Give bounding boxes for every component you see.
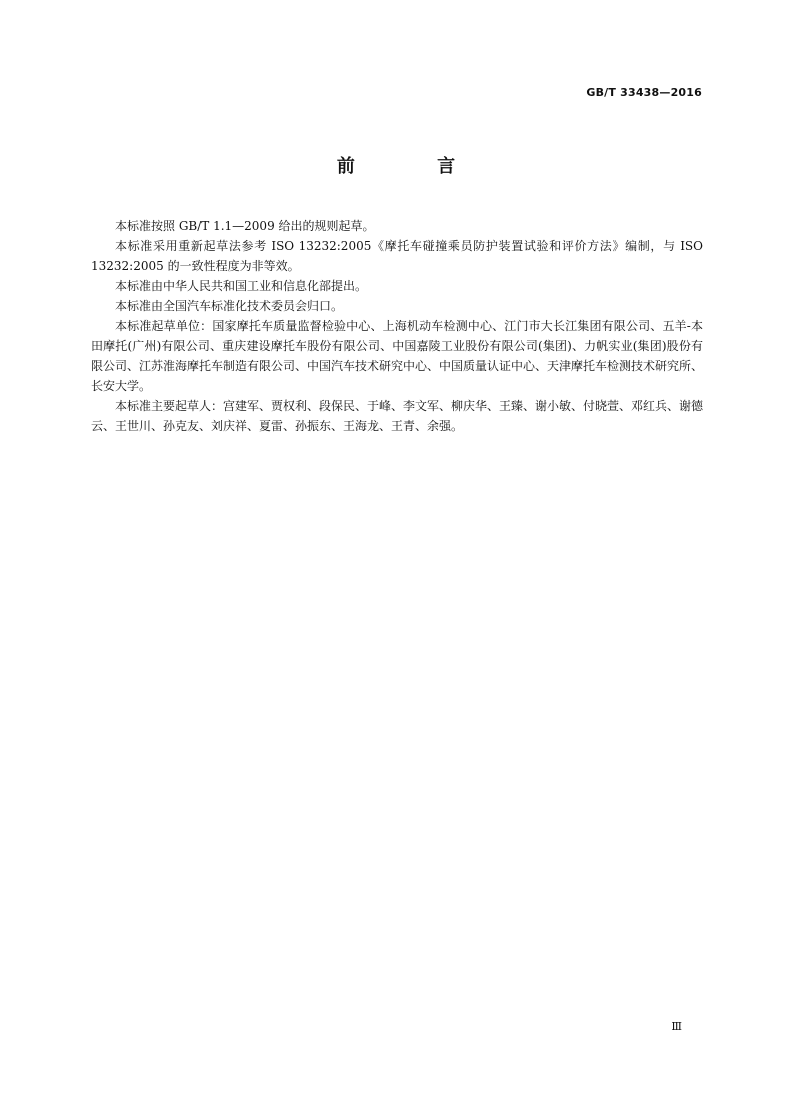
paragraph-drafting-rules: 本标准按照 GB/T 1.1—2009 给出的规则起草。 xyxy=(115,219,375,233)
paragraph-iso-reference: 本标准采用重新起草法参考 ISO 13232:2005《摩托车碰撞乘员防护装置试验和评价方法》编制，与 ISO 13232:2005 的一致性程度为非等效。 xyxy=(91,239,703,273)
paragraph-committee: 本标准由全国汽车标准化技术委员会归口。 xyxy=(115,299,344,313)
standard-code: GB/T 33438—2016 xyxy=(586,86,702,99)
paragraph-drafting-units: 本标准起草单位：国家摩托车质量监督检验中心、上海机动车检测中心、江门市大长江集团有限公司、五羊-本田摩托(广州)有限公司、重庆建设摩托车股份有限公司、中国嘉陵工业股份有限公司(集团)、力帆实业(集团)股份有限公司、江苏淮海摩托车制造有限公司、中国汽车技术研究中心、中国质量认证中心、天津摩托车检测技术研究所、长安大学。 xyxy=(91,319,704,393)
page-title: 前 言 xyxy=(336,156,494,177)
paragraph-proposer: 本标准由中华人民共和国工业和信息化部提出。 xyxy=(115,279,368,293)
paragraph-drafters: 本标准主要起草人：宫建军、贾权利、段保民、于峰、李文军、柳庆华、王臻、谢小敏、付晓萱、邓红兵、谢德云、王世川、孙克友、刘庆祥、夏雷、孙振东、王海龙、王青、余强。 xyxy=(91,399,704,433)
page-number: Ⅲ xyxy=(671,1020,682,1033)
foreword-body xyxy=(91,216,703,436)
